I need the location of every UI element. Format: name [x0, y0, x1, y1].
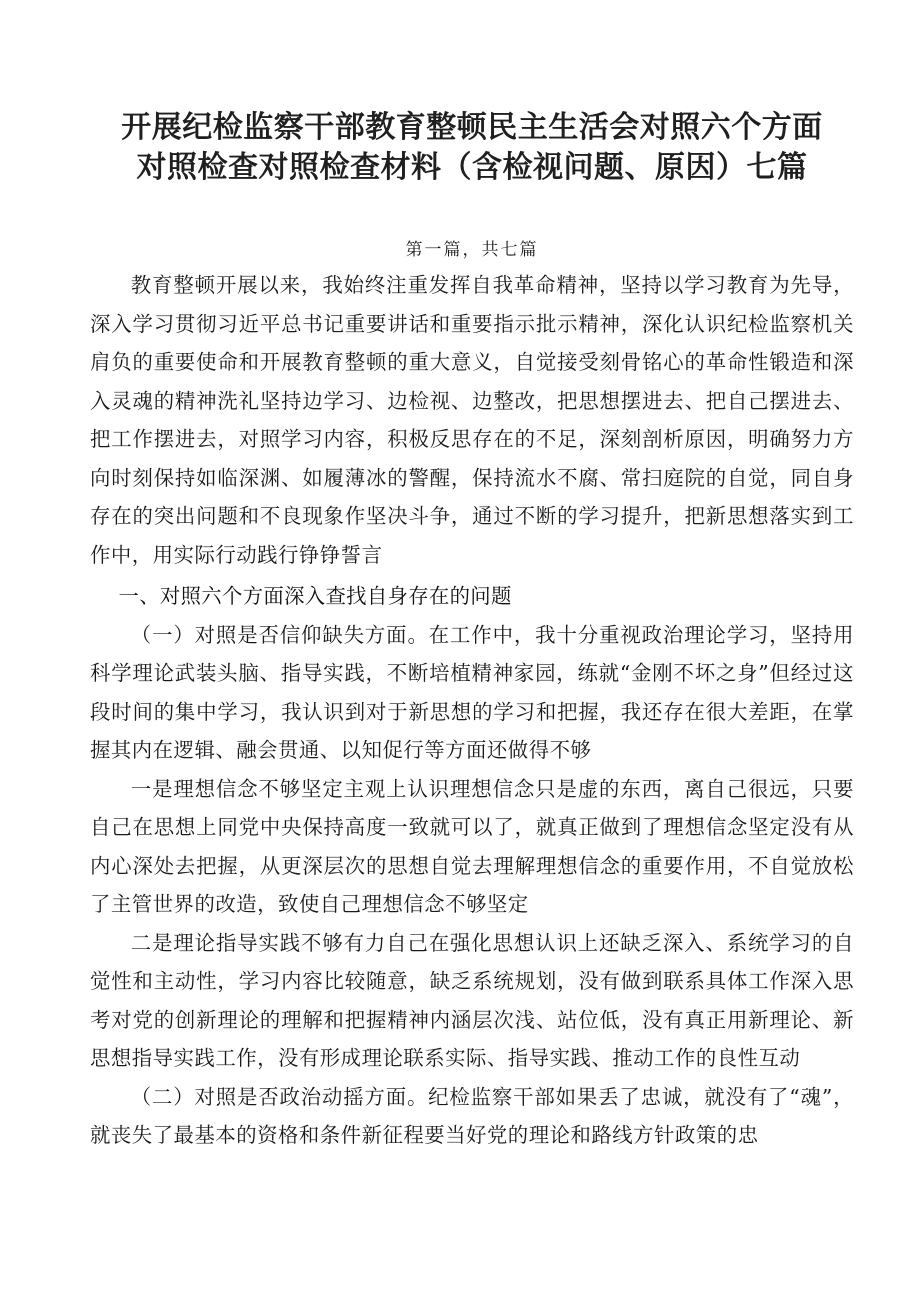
paragraph-belief: （一）对照是否信仰缺失方面。在工作中，我十分重视政治理论学习，坚持用科学理论武装头脑、指导实践，不断培植精神家园，练就“金刚不坏之身”但经过这段时间的集中学习，我认识到对于新思想的学习和把握，我还存在很大差距，在掌握其内在逻辑、融会贯通、以知促行等方面还做得不够 — [90, 622, 854, 762]
paragraph-theory: 二是理论指导实践不够有力自己在强化思想认识上还缺乏深入、系统学习的自觉性和主动性，学习内容比较随意，缺乏系统规划，没有做到联系具体工作深入思考对党的创新理论的理解和把握精神内涵层次浅、站位低，没有真正用新理论、新思想指导实践工作，没有形成理论联系实际、指导实践、推动工作的良性互动 — [90, 930, 854, 1070]
document-title — [90, 108, 854, 188]
intro-paragraph: 教育整顿开展以来，我始终注重发挥自我革命精神，坚持以学习教育为先导，深入学习贯彻习近平总书记重要讲话和重要指示批示精神，深化认识纪检监察机关肩负的重要使命和开展教育整顿的重大意义，自觉接受刻骨铭心的革命性锻造和深入灵魂的精神洗礼坚持边学习、边检视、边整改，把思想摆进去、把自己摆进去、把工作摆进去，对照学习内容，积极反思存在的不足，深刻剖析原因，明确努力方向时刻保持如临深渊、如履薄冰的警醒，保持流水不腐、常扫庭院的自觉，同自身存在的突出问题和不良现象作坚决斗争，通过不断的学习提升，把新思想落实到工作中，用实际行动践行铮铮誓言 — [90, 273, 854, 567]
title-line-2: 对照检查对照检查材料（含检视问题、原因）七篇 — [136, 150, 808, 185]
paragraph-politics: （二）对照是否政治动摇方面。纪检监察干部如果丢了忠诚，就没有了“魂”，就丧失了最基本的资格和条件新征程要当好党的理论和路线方针政策的忠 — [90, 1084, 854, 1147]
document-subtitle: 第一篇，共七篇 — [405, 240, 539, 260]
paragraph-ideals: 一是理想信念不够坚定主观上认识理想信念只是虚的东西，离自己很远，只要自己在思想上同党中央保持高度一致就可以了，就真正做到了理想信念坚定没有从内心深处去把握，从更深层次的思想自觉去理解理想信念的重要作用，不自觉放松了主管世界的改造，致使自己理想信念不够坚定 — [90, 776, 854, 916]
title-line-1: 开展纪检监察干部教育整顿民主生活会对照六个方面 — [121, 110, 823, 145]
section-heading-1: 一、对照六个方面深入查找自身存在的问题 — [118, 584, 512, 608]
